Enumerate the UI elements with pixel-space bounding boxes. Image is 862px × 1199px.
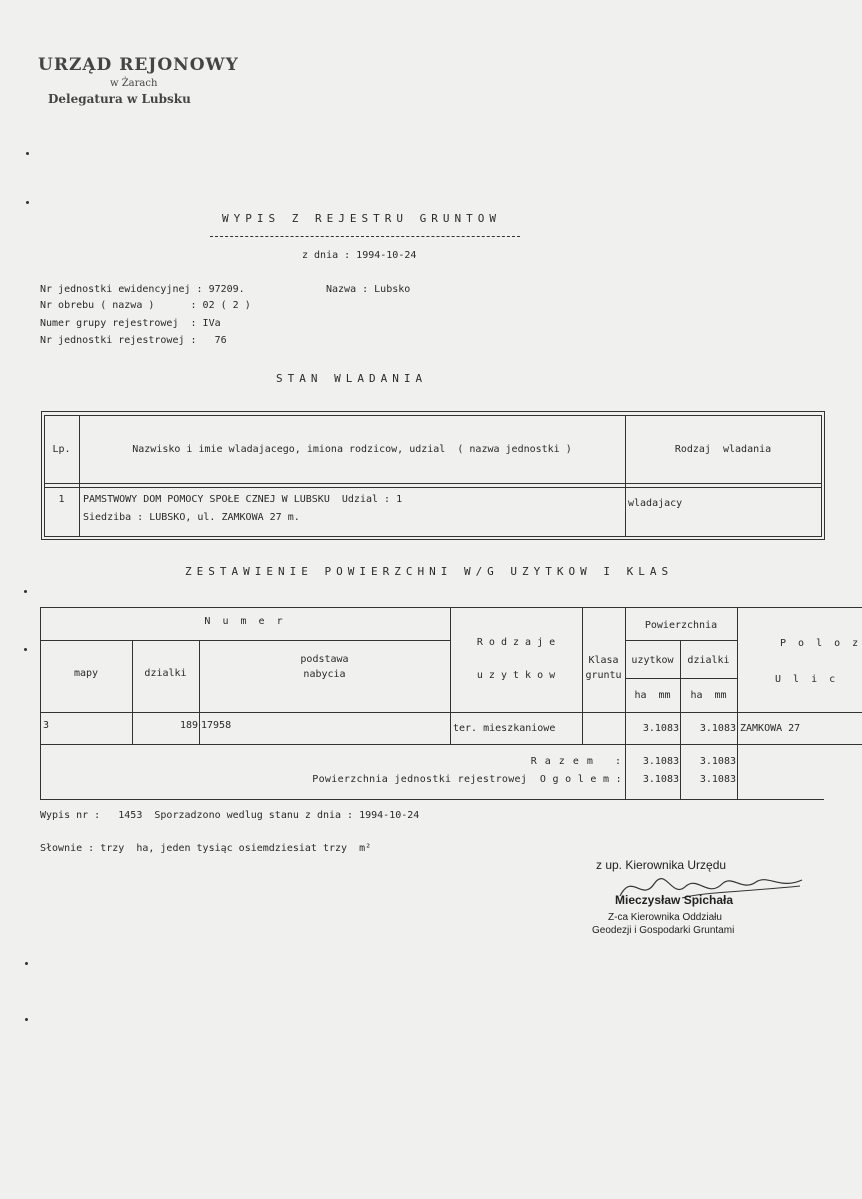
signatory-department: Geodezji i Gospodarki Gruntami: [592, 925, 735, 936]
area-header-parcel: dzialki: [144, 668, 187, 679]
document-title: WYPIS Z REJESTRU GRUNTOW: [222, 212, 501, 225]
title-underline: [210, 236, 520, 237]
area-header-class-2: gruntu: [585, 670, 622, 681]
area-row-map: 3: [43, 720, 50, 731]
area-total-parcel: 3.1083: [699, 756, 736, 767]
owners-col-line: [625, 415, 626, 536]
area-header-location: P o l o z: [780, 638, 862, 649]
ownership-title: STAN WLADANIA: [276, 372, 428, 385]
area-table-line: [40, 799, 824, 800]
unit-name: Nazwa : Lubsko: [326, 284, 411, 295]
signatory-title: Z-ca Kierownika Oddziału: [608, 912, 722, 923]
margin-dot: [25, 962, 28, 965]
margin-dot: [24, 590, 27, 593]
area-header-basis-2: nabycia: [303, 669, 346, 680]
owner-type: wladajacy: [628, 498, 683, 509]
area-grand-total-label: Powierzchnia jednostki rejestrowej O g o l e m :: [312, 774, 622, 785]
area-header-street: U l i c: [775, 674, 839, 685]
area-table-line: [625, 678, 737, 679]
area-table-line: [625, 640, 737, 641]
area-summary-title: ZESTAWIENIE POWIERZCHNI W/G UZYTKOW I KLAS: [185, 565, 674, 578]
unit-number: Nr jednostki ewidencyjnej : 97209.: [40, 284, 245, 295]
area-row-basis: 17958: [201, 720, 232, 731]
area-table-line: [40, 712, 862, 713]
owners-header-type: Rodzaj wladania: [674, 444, 772, 455]
area-row-street: ZAMKOWA 27: [740, 723, 801, 734]
area-table-col: [625, 607, 626, 799]
margin-dot: [24, 648, 27, 651]
area-header-parcel-area: dzialki: [687, 655, 730, 666]
owners-header-lp: Lp.: [52, 444, 71, 455]
area-table-col: [737, 607, 738, 799]
signature-authority: z up. Kierownika Urzędu: [596, 858, 727, 872]
owner-name: PAMSTWOWY DOM POMOCY SPOŁE CZNEJ W LUBSKU Udzial : 1: [83, 494, 403, 505]
owners-divider: [44, 483, 821, 484]
area-table-line: [40, 607, 862, 608]
area-table-line: [40, 640, 450, 641]
area-header-basis-1: podstawa: [300, 654, 349, 665]
precinct-number: Nr obrebu ( nazwa ) : 02 ( 2 ): [40, 300, 251, 311]
area-table-line: [40, 744, 862, 745]
margin-dot: [26, 201, 29, 204]
area-row-parcel: 189: [179, 720, 198, 731]
area-total-label: R a z e m :: [530, 756, 622, 767]
owner-seat: Siedziba : LUBSKO, ul. ZAMKOWA 27 m.: [83, 512, 300, 523]
area-table-col: [40, 607, 41, 799]
area-header-unit-2: ha mm: [690, 690, 727, 701]
owner-lp: 1: [58, 494, 65, 505]
area-header-use-2: u z y t k o w: [476, 670, 556, 681]
area-header-map: mapy: [73, 668, 99, 679]
extract-number: Wypis nr : 1453 Sporzadzono wedlug stanu z dnia : 1994-10-24: [40, 810, 420, 821]
owners-col-line: [79, 415, 80, 536]
area-row-use: ter. mieszkaniowe: [453, 723, 556, 734]
signatory-name: Mieczysław Spichała: [615, 893, 734, 907]
area-header-use-area: uzytkow: [631, 655, 674, 666]
area-grand-total-parcel: 3.1083: [699, 774, 736, 785]
stamp-office-branch: Delegatura w Lubsku: [48, 92, 191, 106]
area-row-parcel-area: 3.1083: [699, 723, 736, 734]
stamp-office-name: URZĄD REJONOWY: [38, 55, 239, 75]
area-header-unit-1: ha mm: [634, 690, 671, 701]
area-total-use: 3.1083: [642, 756, 679, 767]
margin-dot: [26, 152, 29, 155]
register-unit-number: Nr jednostki rejestrowej : 76: [40, 335, 227, 346]
area-header-class-1: Klasa: [588, 655, 619, 666]
area-in-words: Słownie : trzy ha, jeden tysiąc osiemdziesiat trzy m²: [40, 843, 372, 854]
owners-header-name: Nazwisko i imie wladajacego, imiona rodzicow, udzial ( nazwa jednostki ): [132, 444, 572, 455]
margin-dot: [25, 1018, 28, 1021]
document-date: z dnia : 1994-10-24: [302, 250, 417, 261]
area-header-use-1: R o d z a j e: [476, 637, 556, 648]
area-header-surface: Powierzchnia: [644, 620, 718, 631]
area-header-number: N u m e r: [204, 616, 286, 627]
register-group: Numer grupy rejestrowej : IVa: [40, 318, 221, 329]
owners-divider: [44, 487, 821, 488]
stamp-office-city: w Żarach: [110, 78, 158, 89]
area-row-use-area: 3.1083: [642, 723, 679, 734]
area-grand-total-use: 3.1083: [642, 774, 679, 785]
